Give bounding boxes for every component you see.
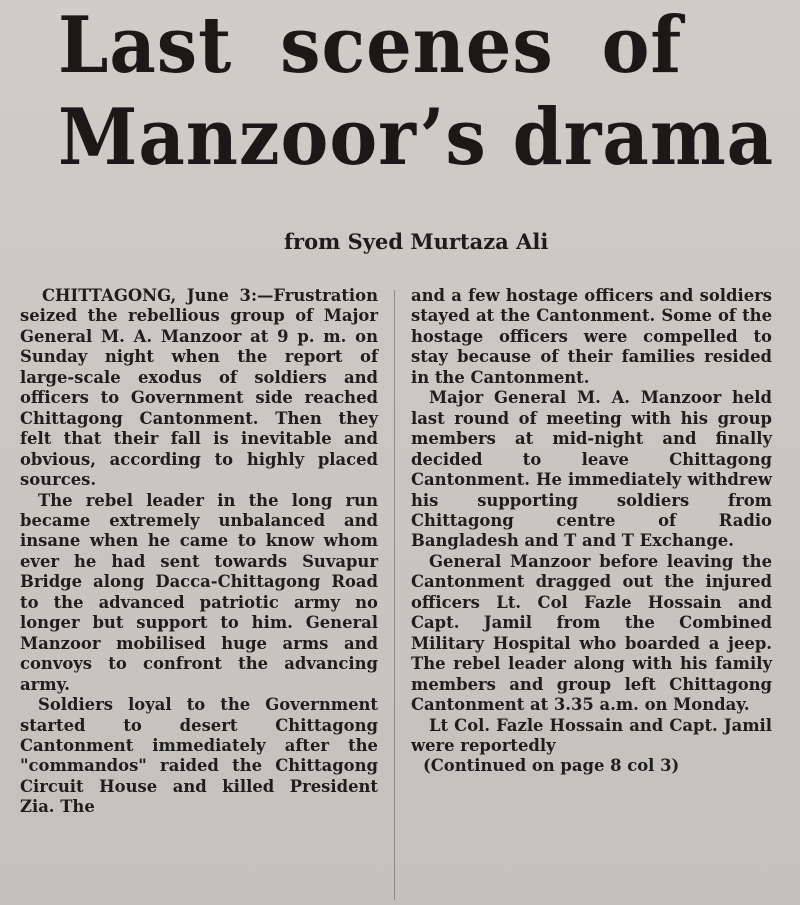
dateline: CHITTAGONG, June 3: [42, 286, 257, 305]
paragraph: Major General M. A. Manzoor held last round of meeting with his group members at mid-night and finally decided to leave Chittagong Cantonment. He immediately withdrew his supporting soldiers from Chittagong centre of Radio Bangladesh and T and T Exchange. [411, 388, 772, 551]
article-column-right [411, 286, 772, 777]
headline-line-1: Last scenes of [58, 0, 683, 91]
paragraph: Soldiers loyal to the Government started to desert Chittagong Cantonment immediately after the "commandos" raided the Chittagong Circuit House and killed President Zia. The [20, 695, 378, 817]
continued-note: (Continued on page 8 col 3) [423, 756, 680, 776]
paragraph-text: —Frustration seized the rebellious group of Major General M. A. Manzoor at 9 p. m. on Sunday night when the report of large-scale exodus of soldiers and officers to Government side reached Chittagong Cantonment. Then they felt that their fall is inevitable and obvious, according to highly placed sources. [20, 286, 378, 490]
paragraph [20, 286, 378, 491]
byline: from Syed Murtaza Ali [284, 229, 549, 254]
paragraph: and a few hostage officers and soldiers stayed at the Cantonment. Some of the hostage officers were compelled to stay because of their families resided in the Cantonment. [411, 286, 772, 387]
article-column-left [20, 286, 378, 818]
paragraph: Lt Col. Fazle Hossain and Capt. Jamil were reportedly [411, 715, 772, 755]
paragraph: General Manzoor before leaving the Cantonment dragged out the injured officers Lt. Col Fazle Hossain and Capt. Jamil from the Combined Military Hospital who boarded a jeep. The rebel leader along with his family members and group left Chittagong Cantonment at 3.35 a.m. on Monday. [411, 551, 772, 715]
column-divider [394, 290, 395, 900]
paragraph: The rebel leader in the long run became extremely unbalanced and insane when he came to know whom ever he had sent towards Suvapur Bridge along Dacca-Chittagong Road to the advanced patriotic army no longer but support to him. General Manzoor mobilised huge arms and convoys to confront the advancing army. [20, 490, 378, 694]
headline-line-2: Manzoor’s drama [58, 92, 775, 183]
headline [58, 0, 775, 184]
